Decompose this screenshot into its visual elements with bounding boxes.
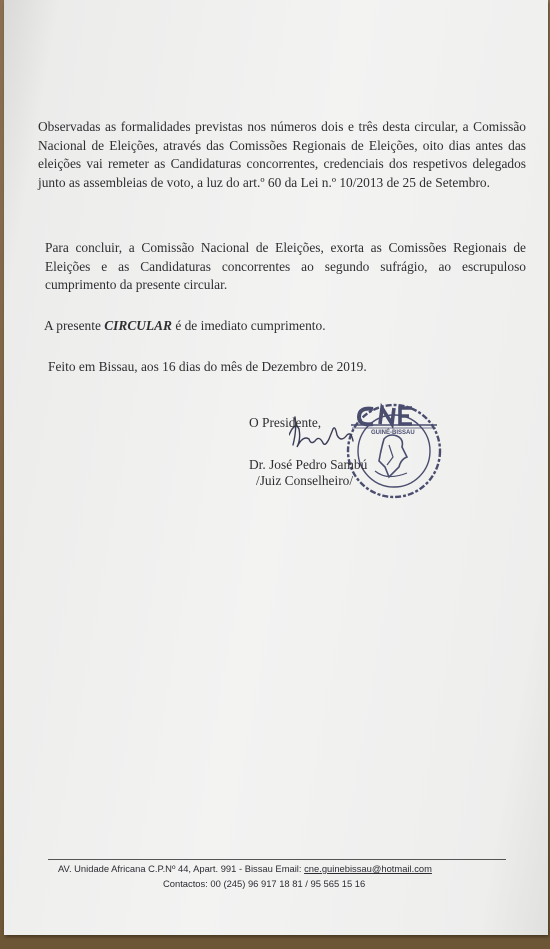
footer-address-line xyxy=(58,863,432,875)
signatory-name: Dr. José Pedro Sambú xyxy=(249,457,368,472)
p3-text-after: é de imediato cumprimento. xyxy=(171,318,326,333)
stamp-seal xyxy=(348,405,440,497)
paragraph-credentials: Observadas as formalidades previstas nos números dois e três desta circular, a Comissão Nacional de Eleições, através das Comissões Regionais de Eleições, oito dias antes das eleições vai remeter as Candidaturas concorrentes, credenciais dos respetivos delegados junto as assembleias de voto, a luz do art.º 60 da Lei n.º 10/2013 de 25 de Setembro. xyxy=(38,119,526,190)
signatory-role: /Juiz Conselheiro/ xyxy=(256,473,354,488)
paragraph-conclusion: Para concluir, a Comissão Nacional de Eleições, exorta as Comissões Regionais de Eleições e as Candidaturas concorrentes ao segundo sufrágio, ao escrupuloso cumprimento da presente circular. xyxy=(45,240,526,293)
document-page xyxy=(4,0,548,935)
footer-email-link[interactable]: cne.guinebissau@hotmail.com xyxy=(304,863,432,874)
stamp-text xyxy=(371,428,415,436)
footer-address: AV. Unidade Africana C.P.Nº 44, Apart. 991 - Bissau Email: xyxy=(58,863,305,874)
circular-emphasis: CIRCULAR xyxy=(104,318,172,333)
paragraph-place-date: Feito em Bissau, aos 16 dias do mês de Dezembro de 2019. xyxy=(48,359,367,374)
signature-title: O Presidente, xyxy=(249,415,322,430)
stamp-top-text: GUINÉ-BISSAU xyxy=(371,430,415,436)
paragraph-immediate-compliance xyxy=(44,317,514,336)
p3-text-before: A presente xyxy=(44,318,105,333)
footer-divider xyxy=(48,859,506,860)
footer-contacts: Contactos: 00 (245) 96 917 18 81 / 95 565 15 16 xyxy=(163,878,366,889)
